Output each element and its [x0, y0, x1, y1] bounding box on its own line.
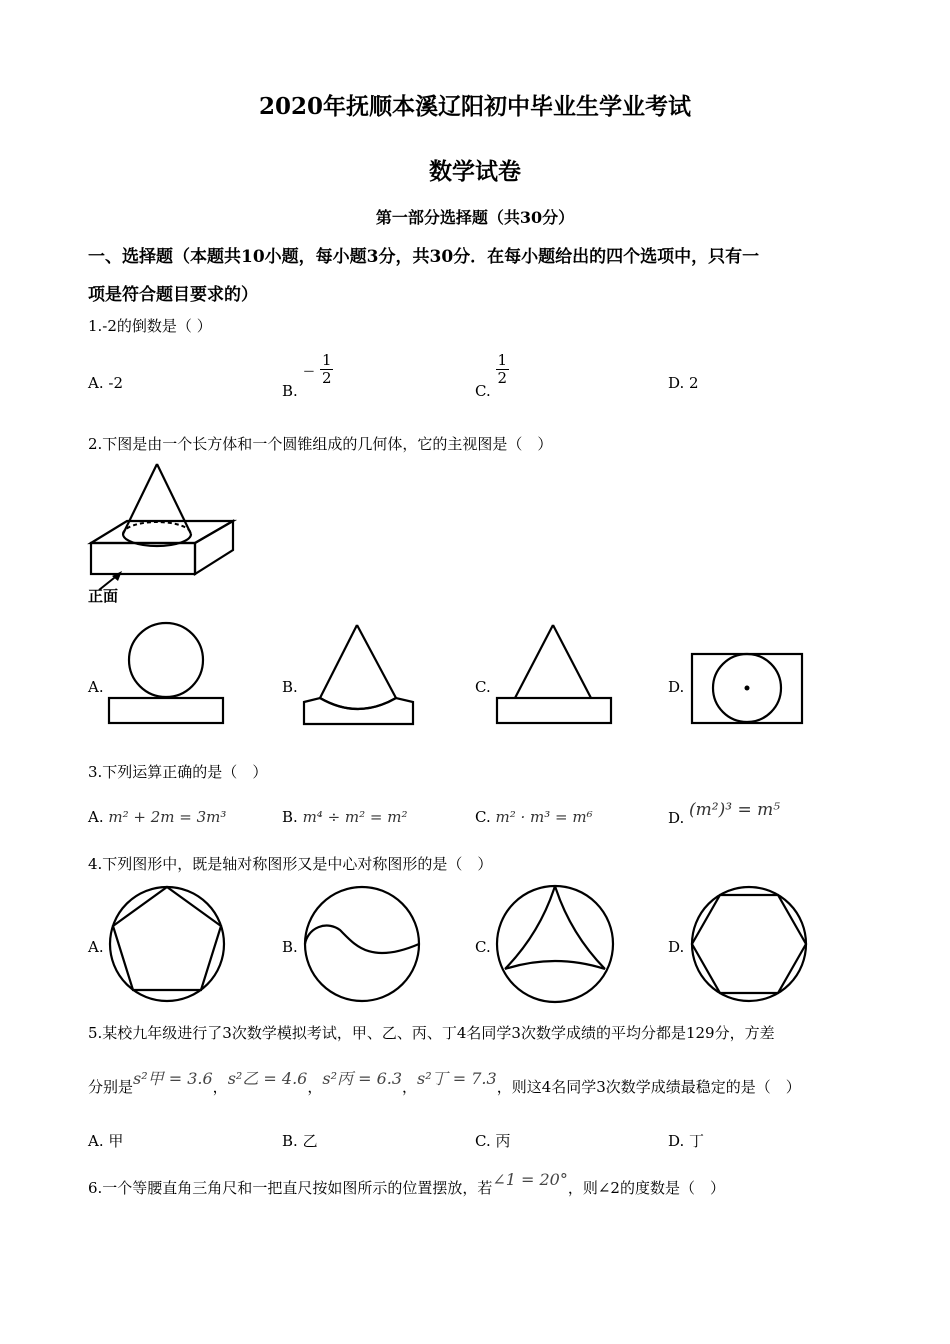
q2-option-b-figure: [300, 620, 422, 726]
q3-option-b: B. m⁴ ÷ m² = m²: [282, 808, 408, 826]
q2-solid-figure: [85, 460, 245, 605]
q1-option-d: D. 2: [668, 374, 699, 392]
q6-angle-expr: ∠1 = 20°: [492, 1170, 568, 1189]
q2-option-a-figure: [105, 620, 227, 726]
q4-option-b-figure: [300, 885, 424, 1005]
q1-option-b: B. − $\frac{1}{2}$: [282, 351, 332, 400]
q6-stem: 6.一个等腰直角三角尺和一把直尺按如图所示的位置摆放，若∠1 = 20°，则∠2的度数是（ ）: [88, 1170, 725, 1197]
q5-variance-b: s²乙 = 4.6: [227, 1069, 308, 1088]
q4-option-c-label: C.: [475, 938, 491, 956]
q2-option-d-label: D.: [668, 678, 685, 696]
part-heading: 第一部分选择题（共30分）: [375, 208, 575, 227]
q4-option-c-figure: [494, 883, 618, 1005]
q3-option-c: C. m² · m³ = m⁶: [475, 808, 593, 826]
q4-option-d-label: D.: [668, 938, 685, 956]
q4-option-b-label: B.: [282, 938, 298, 956]
q1-option-c: C. $\frac{1}{2}$: [475, 351, 508, 400]
q4-stem: 4.下列图形中，既是轴对称图形又是中心对称图形的是（ ）: [88, 855, 493, 873]
q5-option-c: C. 丙: [475, 1132, 511, 1150]
q4-option-a-figure: [105, 885, 229, 1005]
q4-option-a-label: A.: [88, 938, 104, 956]
q5-option-b: B. 乙: [282, 1132, 318, 1150]
q2-option-a-label: A.: [88, 678, 104, 696]
q1-b-fraction: $\frac{1}{2}$: [321, 351, 332, 387]
q5-stem: 5.某校九年级进行了3次数学模拟考试，甲、乙、丙、丁4名同学3次数学成绩的平均分都是129分，方差: [88, 1024, 775, 1042]
q5-line2: 分别是s²甲 = 3.6，s²乙 = 4.6，s²丙 = 6.3，s²丁 = 7.3，则这4名同学3次数学成绩最稳定的是（ ）: [88, 1069, 801, 1096]
q1-stem: 1.-2的倒数是（ ）: [88, 317, 212, 335]
section-instruction-line1: 一、选择题（本题共10小题，每小题3分，共30分．在每小题给出的四个选项中，只有一: [88, 247, 760, 267]
q2-option-c-label: C.: [475, 678, 491, 696]
front-label: 正面: [88, 587, 119, 605]
q5-variance-d: s²丁 = 7.3: [417, 1069, 497, 1088]
q5-option-a: A. 甲: [88, 1132, 124, 1150]
q3-option-a: A. m² + 2m = 3m³: [88, 808, 227, 826]
q1-option-a: A. -2: [88, 374, 124, 392]
q2-option-d-figure: [690, 652, 806, 726]
q5-option-d: D. 丁: [668, 1132, 705, 1150]
q3-stem: 3.下列运算正确的是（ ）: [88, 763, 268, 781]
section-instruction-line2: 项是符合题目要求的）: [88, 285, 258, 305]
exam-title: 2020年抚顺本溪辽阳初中毕业生学业考试: [258, 93, 691, 120]
q3-option-d: D. (m²)³ = m⁵: [668, 800, 781, 827]
q5-variance-c: s²丙 = 6.3: [322, 1069, 403, 1088]
exam-subtitle: 数学试卷: [429, 158, 521, 185]
q2-option-c-figure: [494, 620, 616, 726]
q1-c-fraction: $\frac{1}{2}$: [497, 351, 508, 387]
q4-option-d-figure: [688, 885, 812, 1005]
q5-variance-a: s²甲 = 3.6: [133, 1069, 213, 1088]
q2-option-b-label: B.: [282, 678, 298, 696]
q2-stem: 2.下图是由一个长方体和一个圆锥组成的几何体，它的主视图是（ ）: [88, 435, 553, 453]
